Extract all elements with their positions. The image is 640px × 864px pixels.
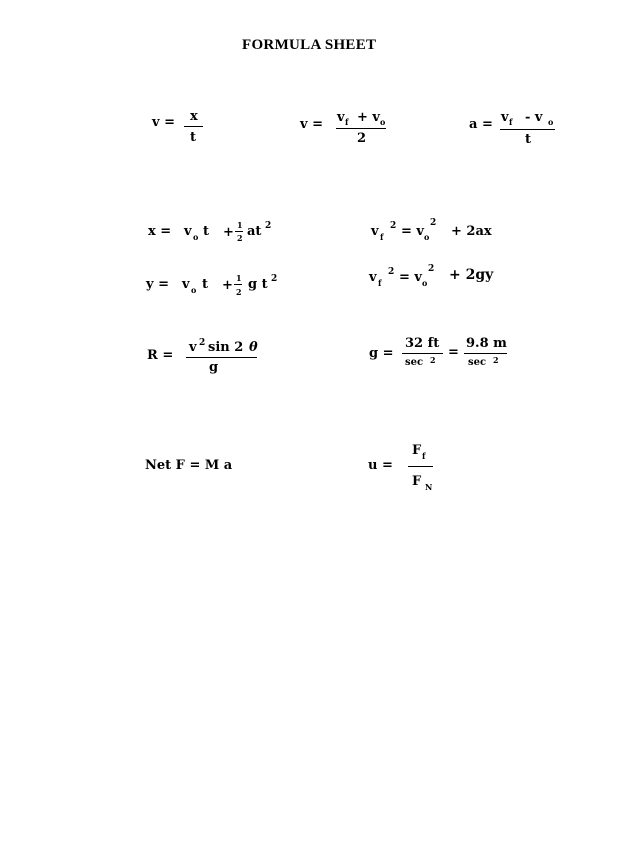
position-x-term: at: [247, 224, 262, 239]
range-denominator: g: [209, 360, 219, 375]
position-y-v-sub: o: [191, 285, 197, 295]
range-fraction-bar: [186, 357, 257, 358]
position-x-v-sub: o: [193, 232, 199, 242]
vf-x-vo-sub: o: [424, 232, 430, 242]
position-y-t: t: [202, 277, 209, 292]
range-num-exponent: 2: [199, 338, 206, 348]
vf-y-vo-exponent: 2: [428, 264, 435, 274]
acceleration-fraction-bar: [500, 129, 555, 130]
vf-y-equals: = v: [399, 270, 422, 285]
friction-num-f: F: [412, 443, 422, 458]
avg-velocity-lhs: v =: [300, 117, 323, 132]
gravity-equals: =: [448, 345, 459, 360]
friction-den-sub: N: [425, 482, 433, 492]
velocity-fraction-bar: [184, 126, 203, 127]
gravity-den-exp-2: 2: [493, 355, 499, 365]
formula-newton: Net F = M a: [145, 458, 233, 473]
acceleration-num-minus: - v: [525, 110, 543, 125]
position-y-half-denominator: 2: [236, 287, 242, 297]
friction-num-sub: f: [422, 451, 426, 461]
position-x-half-numerator: 1: [237, 220, 243, 230]
acceleration-lhs: a =: [469, 117, 493, 132]
vf-x-vo-exponent: 2: [430, 218, 437, 228]
velocity-lhs: v =: [152, 115, 175, 130]
friction-fraction-bar: [408, 466, 433, 467]
avg-velocity-fraction-bar: [336, 128, 386, 129]
position-x-t: t: [203, 224, 210, 239]
position-y-term: g t: [248, 277, 268, 292]
acceleration-num-v: v: [501, 110, 509, 125]
acceleration-denominator: t: [525, 132, 532, 147]
gravity-fraction-bar-ft: [402, 353, 443, 354]
gravity-fraction-bar-m: [464, 353, 507, 354]
vf-x-exponent: 2: [390, 221, 397, 231]
vf-x-v-sub: f: [380, 232, 384, 242]
vf-y-v: v: [369, 270, 377, 285]
acceleration-num-sub-f: f: [509, 117, 513, 127]
gravity-num-ft: 32 ft: [405, 336, 440, 351]
position-y-exponent: 2: [271, 274, 278, 284]
vf-y-vo-sub: o: [422, 278, 428, 288]
velocity-denominator: t: [190, 130, 197, 145]
vf-x-equals: = v: [401, 224, 424, 239]
position-x-half-denominator: 2: [237, 233, 243, 243]
position-y-half-numerator: 1: [236, 273, 242, 283]
vf-x-rest: + 2ax: [451, 224, 492, 239]
avg-velocity-num-plus: + v: [357, 110, 380, 125]
range-lhs: R =: [147, 348, 174, 363]
page-title: FORMULA SHEET: [242, 37, 377, 53]
range-num-sin: sin 2: [208, 340, 244, 355]
friction-lhs: u =: [368, 458, 393, 473]
range-num-theta: θ: [249, 340, 258, 355]
position-x-half-bar: [235, 231, 243, 232]
avg-velocity-num-sub-f: f: [345, 117, 349, 127]
position-x-v: v: [184, 224, 192, 239]
position-x-plus: +: [223, 225, 234, 240]
acceleration-num-sub-o: o: [548, 117, 554, 127]
position-y-lhs: y =: [146, 277, 169, 292]
gravity-den-sec-1: sec: [405, 357, 424, 368]
position-x-lhs: x =: [148, 224, 172, 239]
avg-velocity-denominator: 2: [357, 131, 367, 146]
position-y-v: v: [182, 277, 190, 292]
vf-x-v: v: [371, 224, 379, 239]
vf-y-v-sub: f: [378, 278, 382, 288]
vf-y-rest: + 2gy: [449, 267, 494, 283]
gravity-den-sec-2: sec: [468, 357, 487, 368]
gravity-den-exp-1: 2: [430, 355, 436, 365]
position-y-half-bar: [234, 284, 242, 285]
vf-y-exponent: 2: [388, 267, 395, 277]
position-y-plus: +: [222, 278, 233, 293]
gravity-num-m: 9.8 m: [466, 336, 507, 351]
position-x-exponent: 2: [265, 221, 272, 231]
gravity-lhs: g =: [369, 346, 394, 361]
friction-den-f: F: [412, 474, 422, 489]
avg-velocity-num-sub-o: o: [380, 117, 386, 127]
velocity-numerator: x: [190, 109, 198, 124]
range-num-v: v: [189, 340, 197, 355]
avg-velocity-num-v: v: [337, 110, 345, 125]
